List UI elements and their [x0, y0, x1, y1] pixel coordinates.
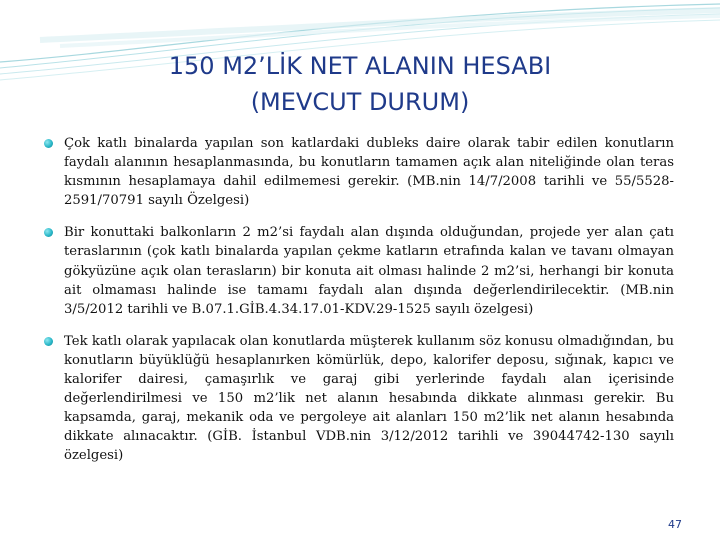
title-line-1: 150 M2’LİK NET ALANIN HESABI — [168, 52, 552, 80]
title-line-2: (MEVCUT DURUM) — [250, 88, 470, 116]
bullet-dot-icon — [44, 337, 53, 346]
bullet-list — [44, 134, 674, 479]
bullet-text: Çok katlı binalarda yapılan son katlardaki dubleks daire olarak tabir edilen konutların faydalı alanının hesaplanmasında, bu konutların tamamen açık alan niteliğinde olan teras kısmının hesaplamaya dahil edilmemesi gerekir. (MB.nin 14/7/2008 tarihli ve 55/5528-2591/70791 sayılı Özelgesi) — [64, 136, 674, 209]
bullet-item — [44, 134, 674, 210]
bullet-dot-icon — [44, 228, 53, 237]
bullet-text: Tek katlı olarak yapılacak olan konutlarda müşterek kullanım söz konusu olmadığından, bu konutların büyüklüğü hesaplanırken kömürlük, depo, kalorifer deposu, sığınak, kapıcı ve kalorifer dairesi, çamaşırlık ve garaj gibi yerlerinde faydalı alan içerisinde değerlendirilmesi ve 150 m2’lik net alanın hesabında dikkate alınması gerekir. Bu kapsamda, garaj, mekanik oda ve pergoleye ait alanları 150 m2’lik net alanın hesabında dikkate alınacaktır. (GİB. İstanbul VDB.nin 3/12/2012 tarihli ve 39044742-130 sayılı özelgesi) — [64, 333, 674, 464]
bullet-text: Bir konuttaki balkonların 2 m2’si faydalı alan dışında olduğundan, projede yer alan çatı teraslarının (çok katlı binalarda yapılan çekme katların etrafında kalan ve tavanı olmayan gökyüzüne açık olan terasların) bir konuta ait olması halinde 2 m2’si, herhangi bir konuta ait olmaması halinde ise tamamı faydalı alan dışında değerlendirilecektir. (MB.nin 3/5/2012 tarihli ve B.07.1.GİB.4.34.17.01-KDV.29-1525 sayılı özelgesi) — [64, 225, 674, 317]
page-number: 47 — [668, 518, 682, 531]
bullet-dot-icon — [44, 139, 53, 148]
bullet-item — [44, 223, 674, 318]
bullet-item — [44, 332, 674, 466]
page-title — [0, 48, 720, 120]
